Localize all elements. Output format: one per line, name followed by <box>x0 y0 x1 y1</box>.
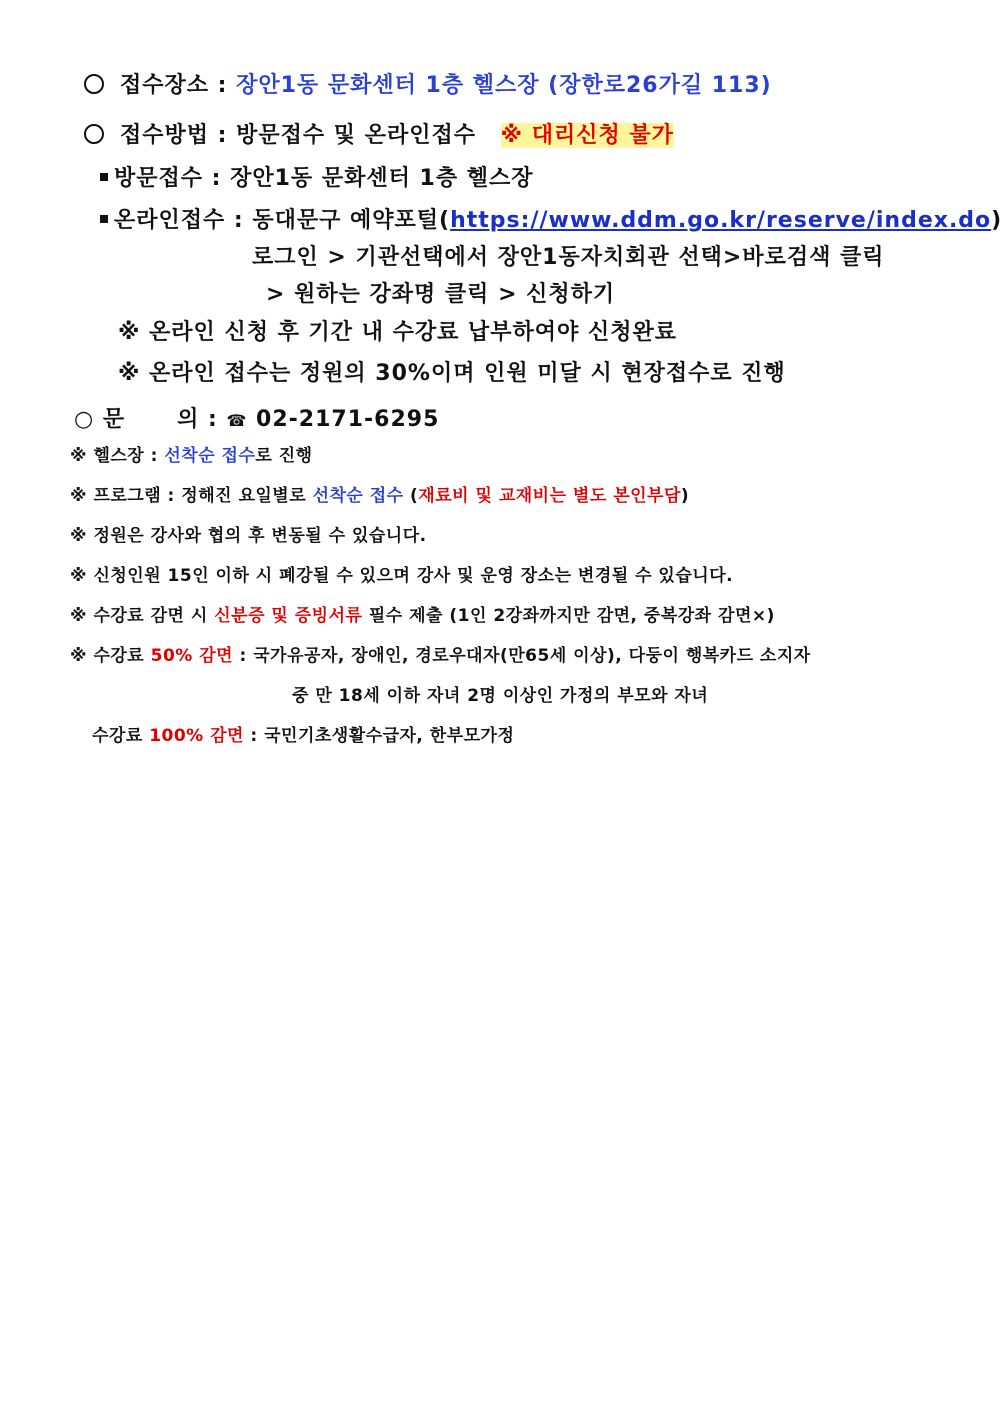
note-full-rate: 100% 감면 <box>149 726 244 746</box>
reception-place-label: 접수장소 : <box>120 73 237 98</box>
online-steps-1: 로그인 > 기관선택에서 장안1동자치회관 선택>바로검색 클릭 <box>252 245 885 270</box>
note-gym-post: 로 진행 <box>255 446 313 466</box>
note-program <box>70 481 689 506</box>
reception-place-value: 장안1동 문화센터 1층 헬스장 (장한로26가길 113) <box>236 73 772 98</box>
note-full-pre: 수강료 <box>92 726 150 746</box>
inquiry-label: ○ 문 의 : <box>74 407 227 432</box>
visit-reception-line <box>100 161 534 192</box>
note-discount-pre: ※ 수강료 감면 시 <box>70 606 215 626</box>
note-cancel: ※ 신청인원 15인 이하 시 폐강될 수 있으며 강사 및 운영 장소는 변경될 수 있습니다. <box>70 566 734 586</box>
circle-bullet-icon <box>84 74 104 94</box>
note-discount <box>70 601 775 626</box>
proxy-warning: ※ 대리신청 불가 <box>500 123 674 148</box>
online-steps-2: > 원하는 강좌명 클릭 > 신청하기 <box>266 282 616 307</box>
circle-bullet-icon <box>84 124 104 144</box>
note-full-post: : 국민기초생활수급자, 한부모가정 <box>243 726 515 746</box>
online-reception-label: 온라인접수 : 동대문구 예약포털( <box>114 208 451 233</box>
reservation-portal-link[interactable]: https://www.ddm.go.kr/reserve/index.do <box>450 208 992 233</box>
online-note-quota: ※ 온라인 접수는 정원의 30%이며 인원 미달 시 현장접수로 진행 <box>118 361 786 386</box>
note-half-discount-cont: 중 만 18세 이하 자녀 2명 이상인 가정의 부모와 자녀 <box>292 686 709 706</box>
note-gym <box>70 441 313 466</box>
square-bullet-icon <box>100 215 108 223</box>
note-discount-docs: 신분증 및 증빙서류 <box>214 606 363 626</box>
note-program-cost: 재료비 및 교재비는 별도 본인부담 <box>418 486 681 506</box>
online-reception-close: ) <box>991 208 1002 233</box>
note-gym-pre: ※ 헬스장 : <box>70 446 165 466</box>
note-gym-highlight: 선착순 접수 <box>164 446 256 466</box>
phone-icon: ☎ <box>226 411 248 430</box>
note-half-post: : 국가유공자, 장애인, 경로우대자(만65세 이상), 다둥이 행복카드 소지자 <box>233 646 811 666</box>
note-discount-post: 필수 제출 (1인 2강좌까지만 감면, 중복강좌 감면×) <box>362 606 775 626</box>
note-capacity: ※ 정원은 강사와 협의 후 변동될 수 있습니다. <box>70 526 427 546</box>
reception-method-label: 접수방법 : 방문접수 및 온라인접수 <box>120 123 476 148</box>
note-program-pre: ※ 프로그램 : 정해진 요일별로 <box>70 486 313 506</box>
online-reception-line <box>100 203 1002 234</box>
note-program-mid: ( <box>403 486 419 506</box>
inquiry-phone: 02-2171-6295 <box>256 407 440 432</box>
note-half-pre: ※ 수강료 <box>70 646 151 666</box>
visit-reception-text: 방문접수 : 장안1동 문화센터 1층 헬스장 <box>114 166 534 191</box>
note-half-discount <box>70 641 811 666</box>
reception-method-line <box>84 118 674 149</box>
square-bullet-icon <box>100 173 108 181</box>
note-program-highlight: 선착순 접수 <box>312 486 404 506</box>
inquiry-line <box>74 402 439 433</box>
note-half-rate: 50% 감면 <box>150 646 234 666</box>
note-program-post: ) <box>680 486 690 506</box>
note-full-discount <box>92 721 514 746</box>
reception-place-line <box>84 68 772 99</box>
online-note-payment: ※ 온라인 신청 후 기간 내 수강료 납부하여야 신청완료 <box>118 320 677 345</box>
